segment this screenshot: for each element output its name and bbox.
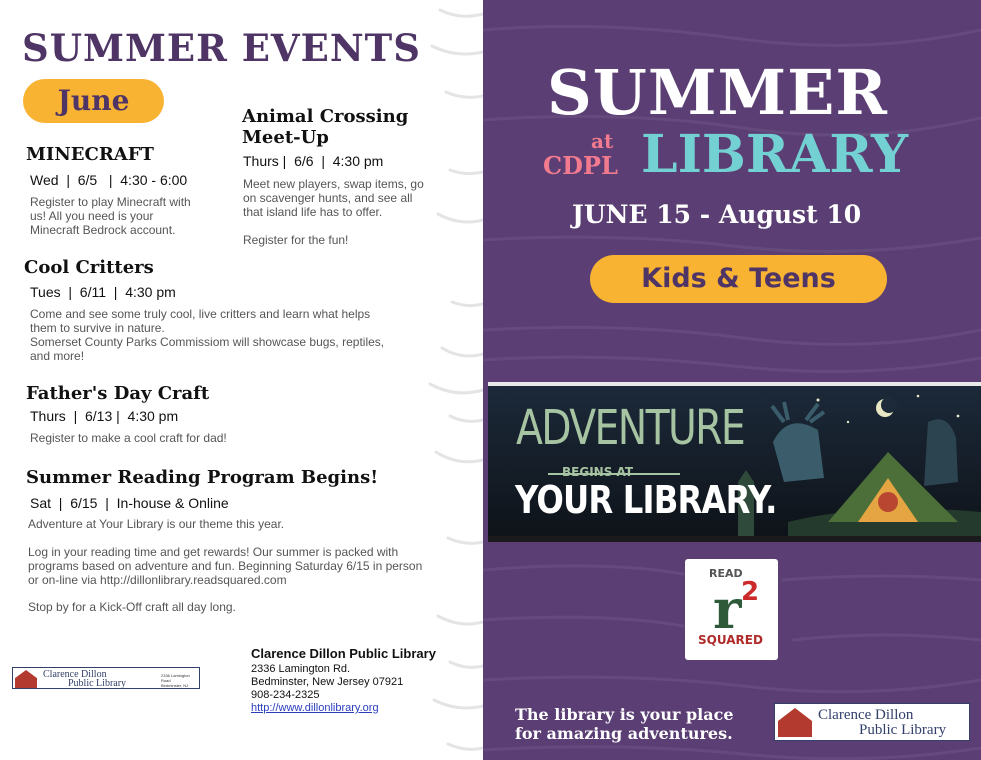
event-title-minecraft: MINECRAFT xyxy=(26,144,154,165)
readsquared-r-glyph: r xyxy=(713,577,742,641)
event-meta-summer-reading: Sat | 6/15 | In-house & Online xyxy=(30,495,229,511)
month-badge: June xyxy=(23,79,164,123)
event-title-cool-critters: Cool Critters xyxy=(24,257,154,278)
events-panel xyxy=(0,0,483,760)
event-note-summer-reading: Stop by for a Kick-Off craft all day long. xyxy=(28,600,236,614)
event-title-summer-reading: Summer Reading Program Begins! xyxy=(26,467,379,488)
library-building-icon xyxy=(15,670,37,688)
adventure-banner-image xyxy=(488,382,981,542)
cdpl-label: CDPL xyxy=(543,151,618,180)
logo-line: Clarence Dillon xyxy=(818,707,914,723)
event-desc-minecraft: Register to play Minecraft with us! All you need is your Minecraft Bedrock account. xyxy=(30,195,191,237)
audience-badge: Kids & Teens xyxy=(590,255,887,303)
event-meta-animal-crossing: Thurs | 6/6 | 4:30 pm xyxy=(243,153,384,169)
logo-line: Public Library xyxy=(859,722,947,738)
at-label: at xyxy=(591,129,614,153)
event-title-line: Animal Crossing xyxy=(242,106,409,127)
page-title: SUMMER EVENTS xyxy=(22,26,421,70)
event-title-line: Meet-Up xyxy=(242,127,329,148)
event-details-summer-reading: Log in your reading time and get rewards! Our summer is packed with programs based on adventure and fun. Beginning Saturday 6/15 in person or on-line via http://dillonlibrary.readsquared.com xyxy=(28,545,423,587)
event-desc-summer-reading: Adventure at Your Library is our theme this year. xyxy=(28,517,285,531)
readsquared-squared-text: SQUARED xyxy=(698,633,763,647)
library-logo-large xyxy=(774,703,970,741)
tagline: The library is your place for amazing adventures. xyxy=(515,705,734,743)
event-desc-cool-critters: Come and see some truly cool, live critters and learn what helps them to survive in nature. Somerset County Parks Commissiom will showcase bugs, reptiles, and more! xyxy=(30,307,385,363)
event-title-animal-crossing xyxy=(242,106,408,148)
event-title-fathers-day: Father's Day Craft xyxy=(26,383,210,404)
event-desc-animal-crossing: Meet new players, swap items, go on scavenger hunts, and see all that island life has to offer. xyxy=(243,177,424,219)
library-heading: LIBRARY xyxy=(641,124,909,185)
promo-panel xyxy=(483,0,981,760)
summer-heading: SUMMER xyxy=(547,56,888,129)
logo-address: 2336 Lamington Road Bedminster, NJ xyxy=(161,673,190,688)
readsquared-logo xyxy=(685,559,778,660)
library-website-link[interactable]: http://www.dillonlibrary.org xyxy=(251,702,379,714)
library-logo-small xyxy=(12,667,200,689)
library-address: 2336 Lamington Rd. Bedminster, New Jersey 07921 908-234-2325 xyxy=(251,663,404,701)
logo-line: Clarence Dillon xyxy=(43,669,107,680)
event-meta-minecraft: Wed | 6/5 | 4:30 - 6:00 xyxy=(30,172,188,188)
event-meta-cool-critters: Tues | 6/11 | 4:30 pm xyxy=(30,284,176,300)
program-dates: JUNE 15 - August 10 xyxy=(572,200,862,229)
library-name: Clarence Dillon Public Library xyxy=(251,646,436,661)
event-meta-fathers-day: Thurs | 6/13 | 4:30 pm xyxy=(30,408,179,424)
event-note-animal-crossing: Register for the fun! xyxy=(243,233,349,247)
readsquared-read-text: READ xyxy=(709,567,743,580)
banner-begins-text: BEGINS AT xyxy=(562,465,634,479)
library-building-icon xyxy=(778,708,812,737)
event-desc-fathers-day: Register to make a cool craft for dad! xyxy=(30,431,227,445)
logo-line: Public Library xyxy=(68,678,127,689)
banner-adventure-text: ADVENTURE xyxy=(516,400,745,456)
banner-your-library-text: YOUR LIBRARY. xyxy=(515,478,777,522)
readsquared-superscript: 2 xyxy=(741,577,760,607)
